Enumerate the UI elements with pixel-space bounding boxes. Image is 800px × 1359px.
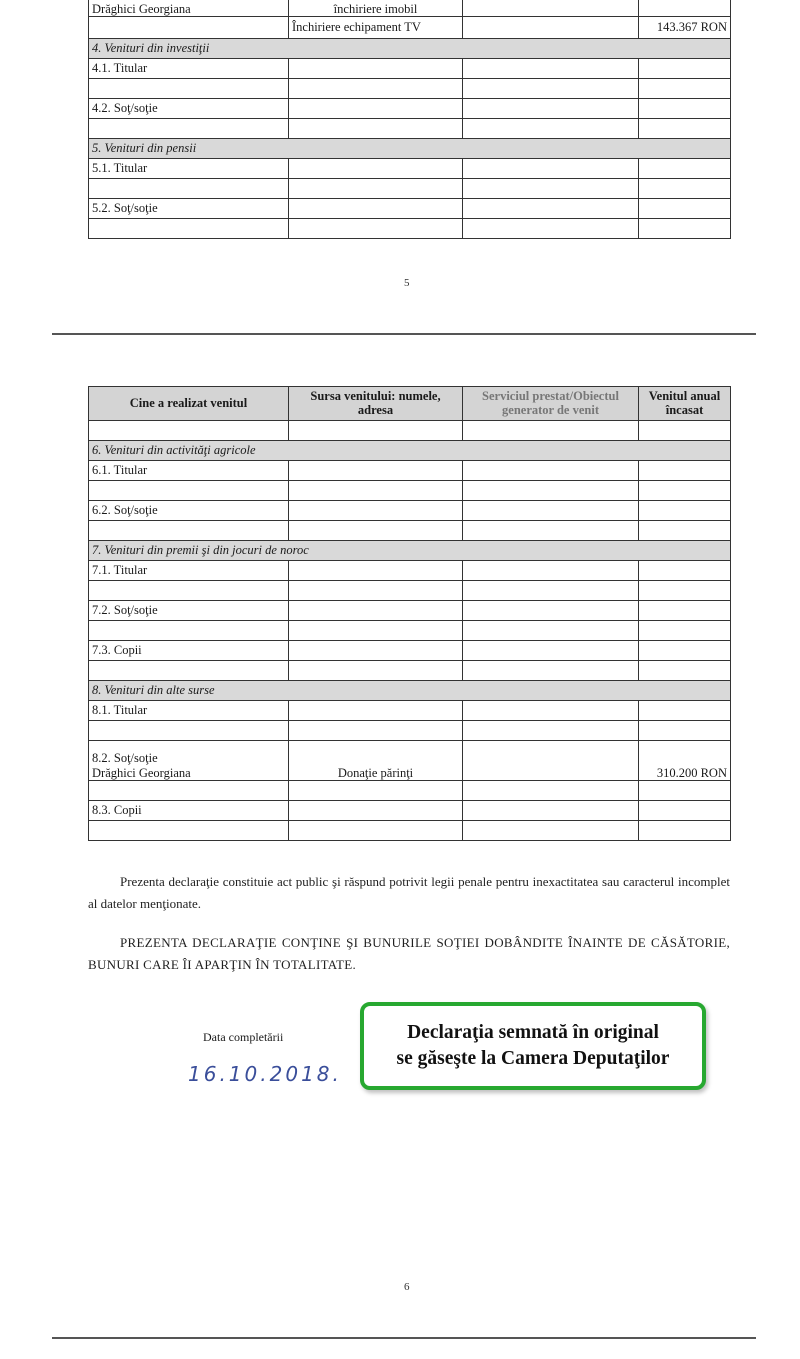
- blank-row: [89, 421, 731, 441]
- empty-cell: [89, 179, 289, 199]
- empty-cell: [639, 561, 731, 581]
- table-row: [89, 99, 731, 119]
- empty-cell: [289, 701, 463, 721]
- blank-row: [89, 179, 731, 199]
- income-amount-cell: 143.367 RON: [639, 17, 731, 39]
- empty-cell: [463, 179, 639, 199]
- blank-row: [89, 481, 731, 501]
- income-table-page-5: [88, 0, 731, 239]
- empty-cell: [463, 0, 639, 17]
- row-label-cell: 7.3. Copii: [89, 641, 289, 661]
- blank-row: [89, 621, 731, 641]
- empty-cell: [639, 781, 731, 801]
- person-name-cell: Drăghici Georgiana: [89, 0, 289, 17]
- empty-cell: [639, 199, 731, 219]
- page-separator: [52, 333, 756, 335]
- empty-cell: [89, 421, 289, 441]
- table-row: [89, 501, 731, 521]
- empty-cell: [89, 781, 289, 801]
- empty-cell: [289, 119, 463, 139]
- section-heading-row: [89, 139, 731, 159]
- header-income: Venitul anual încasat: [639, 387, 731, 421]
- empty-cell: [289, 641, 463, 661]
- page-number: 5: [404, 277, 410, 289]
- section-heading-row: [89, 441, 731, 461]
- empty-cell: [639, 581, 731, 601]
- empty-cell: [89, 219, 289, 239]
- blank-row: [89, 721, 731, 741]
- empty-cell: [289, 59, 463, 79]
- empty-cell: [639, 421, 731, 441]
- section-heading: 8. Venituri din alte surse: [89, 681, 731, 701]
- service-cell: Închiriere echipament TV: [289, 17, 463, 39]
- table-row: [89, 801, 731, 821]
- empty-cell: [289, 801, 463, 821]
- empty-cell: [463, 601, 639, 621]
- empty-cell: [463, 119, 639, 139]
- empty-cell: [89, 621, 289, 641]
- income-source-cell: închiriere imobil: [289, 0, 463, 17]
- income-table-page-6-body: [89, 421, 731, 841]
- empty-cell: [463, 641, 639, 661]
- empty-cell: [463, 219, 639, 239]
- empty-cell: [289, 721, 463, 741]
- empty-cell: [639, 99, 731, 119]
- empty-cell: [639, 721, 731, 741]
- empty-cell: [89, 481, 289, 501]
- empty-cell: [289, 501, 463, 521]
- blank-row: [89, 219, 731, 239]
- empty-cell: [289, 781, 463, 801]
- empty-cell: [289, 159, 463, 179]
- empty-cell: [289, 581, 463, 601]
- empty-cell: [463, 801, 639, 821]
- signed-original-stamp: [360, 1002, 706, 1090]
- section-heading-row: [89, 541, 731, 561]
- empty-cell: [463, 199, 639, 219]
- person-name: Drăghici Georgiana: [92, 765, 191, 780]
- empty-cell: [463, 421, 639, 441]
- empty-cell: [89, 79, 289, 99]
- service-cell: [463, 741, 639, 781]
- empty-cell: [89, 821, 289, 841]
- empty-cell: [463, 461, 639, 481]
- empty-cell: [463, 661, 639, 681]
- empty-cell: [463, 781, 639, 801]
- empty-cell: [463, 821, 639, 841]
- header-source: Sursa venitului: numele, adresa: [289, 387, 463, 421]
- empty-cell: [639, 481, 731, 501]
- section-heading: 7. Venituri din premii şi din jocuri de noroc: [89, 541, 731, 561]
- empty-cell: [463, 59, 639, 79]
- completion-date-handwritten: 16.10.2018.: [188, 1062, 342, 1086]
- page-separator: [52, 1337, 756, 1339]
- row-label-cell: 5.2. Soţ/soţie: [89, 199, 289, 219]
- blank-row: [89, 79, 731, 99]
- empty-cell: [89, 119, 289, 139]
- table-row: [89, 461, 731, 481]
- table-row: [89, 741, 731, 781]
- empty-cell: [289, 521, 463, 541]
- empty-cell: [639, 821, 731, 841]
- section-heading-row: [89, 681, 731, 701]
- empty-cell: [639, 621, 731, 641]
- empty-cell: [639, 179, 731, 199]
- empty-cell: [289, 621, 463, 641]
- empty-cell: [89, 661, 289, 681]
- row-label-cell: 6.2. Soţ/soţie: [89, 501, 289, 521]
- income-table-page-5-body: [89, 0, 731, 239]
- table-header-row: [89, 387, 731, 421]
- empty-cell: [463, 481, 639, 501]
- header-service: Serviciul prestat/Obiectul generator de venit: [463, 387, 639, 421]
- table-row: [89, 59, 731, 79]
- row-label-cell: 7.1. Titular: [89, 561, 289, 581]
- empty-cell: [463, 501, 639, 521]
- row-label-cell: 6.1. Titular: [89, 461, 289, 481]
- blank-row: [89, 581, 731, 601]
- empty-cell: [289, 601, 463, 621]
- empty-cell: [289, 561, 463, 581]
- empty-cell: [463, 581, 639, 601]
- stamp-line-1: Declaraţia semnată în original: [407, 1022, 659, 1043]
- row-label-cell: 5.1. Titular: [89, 159, 289, 179]
- blank-row: [89, 781, 731, 801]
- section-heading: 6. Venituri din activităţi agricole: [89, 441, 731, 461]
- empty-cell: [639, 601, 731, 621]
- table-row: [89, 159, 731, 179]
- income-source-cell: Donaţie părinţi: [289, 741, 463, 781]
- empty-cell: [289, 219, 463, 239]
- empty-cell: [639, 0, 731, 17]
- empty-cell: [289, 179, 463, 199]
- empty-cell: [639, 701, 731, 721]
- empty-cell: [463, 99, 639, 119]
- blank-row: [89, 821, 731, 841]
- income-table-page-6: [88, 386, 731, 841]
- table-row: [89, 0, 731, 17]
- empty-cell: [639, 641, 731, 661]
- empty-cell: [463, 621, 639, 641]
- date-label: Data completării: [203, 1030, 284, 1044]
- row-label-cell: 8.3. Copii: [89, 801, 289, 821]
- table-row: [89, 561, 731, 581]
- empty-cell: [639, 79, 731, 99]
- section-heading: 5. Venituri din pensii: [89, 139, 731, 159]
- empty-cell: [289, 461, 463, 481]
- table-row: [89, 199, 731, 219]
- row-label-cell: 4.1. Titular: [89, 59, 289, 79]
- blank-row: [89, 661, 731, 681]
- empty-cell: [463, 79, 639, 99]
- row-label: 8.2. Soţ/soţie: [92, 751, 158, 766]
- header-who: Cine a realizat venitul: [89, 387, 289, 421]
- row-label-cell: [89, 741, 289, 781]
- empty-cell: [639, 219, 731, 239]
- empty-cell: [463, 721, 639, 741]
- section-heading-row: [89, 39, 731, 59]
- table-row: [89, 601, 731, 621]
- empty-cell: [89, 581, 289, 601]
- empty-cell: [639, 521, 731, 541]
- empty-cell: [463, 159, 639, 179]
- empty-cell: [639, 801, 731, 821]
- empty-cell: [463, 701, 639, 721]
- public-act-statement: Prezenta declaraţie constituie act public şi răspund potrivit legii penale pentru inexactitatea sau caracterul incomplet al datelor menţionate.: [88, 874, 730, 911]
- empty-cell: [639, 461, 731, 481]
- empty-cell: [289, 821, 463, 841]
- empty-cell: [639, 59, 731, 79]
- spouse-assets-statement: PREZENTA DECLARAŢIE CONŢINE ŞI BUNURILE SOŢIEI DOBÂNDITE ÎNAINTE DE CĂSĂTORIE, BUNURI CARE ÎI APARŢIN ÎN TOTALITATE.: [88, 935, 730, 972]
- table-row: [89, 701, 731, 721]
- empty-cell: [289, 661, 463, 681]
- stamp-line-2: se găseşte la Camera Deputaţilor: [396, 1048, 670, 1069]
- empty-cell: [463, 521, 639, 541]
- income-amount-cell: 310.200 RON: [639, 741, 731, 781]
- empty-cell: [639, 119, 731, 139]
- empty-cell: [639, 661, 731, 681]
- row-label-cell: 4.2. Soţ/soţie: [89, 99, 289, 119]
- empty-cell: [289, 99, 463, 119]
- empty-cell: [639, 159, 731, 179]
- empty-cell: [89, 721, 289, 741]
- empty-cell: [639, 501, 731, 521]
- empty-cell: [89, 17, 289, 39]
- empty-cell: [289, 199, 463, 219]
- empty-cell: [463, 17, 639, 39]
- row-label-cell: 8.1. Titular: [89, 701, 289, 721]
- blank-row: [89, 119, 731, 139]
- empty-cell: [289, 481, 463, 501]
- empty-cell: [463, 561, 639, 581]
- section-heading: 4. Venituri din investiţii: [89, 39, 731, 59]
- page-number: 6: [404, 1281, 410, 1293]
- empty-cell: [89, 521, 289, 541]
- row-label-cell: 7.2. Soţ/soţie: [89, 601, 289, 621]
- table-row: [89, 17, 731, 39]
- blank-row: [89, 521, 731, 541]
- table-row: [89, 641, 731, 661]
- empty-cell: [289, 79, 463, 99]
- empty-cell: [289, 421, 463, 441]
